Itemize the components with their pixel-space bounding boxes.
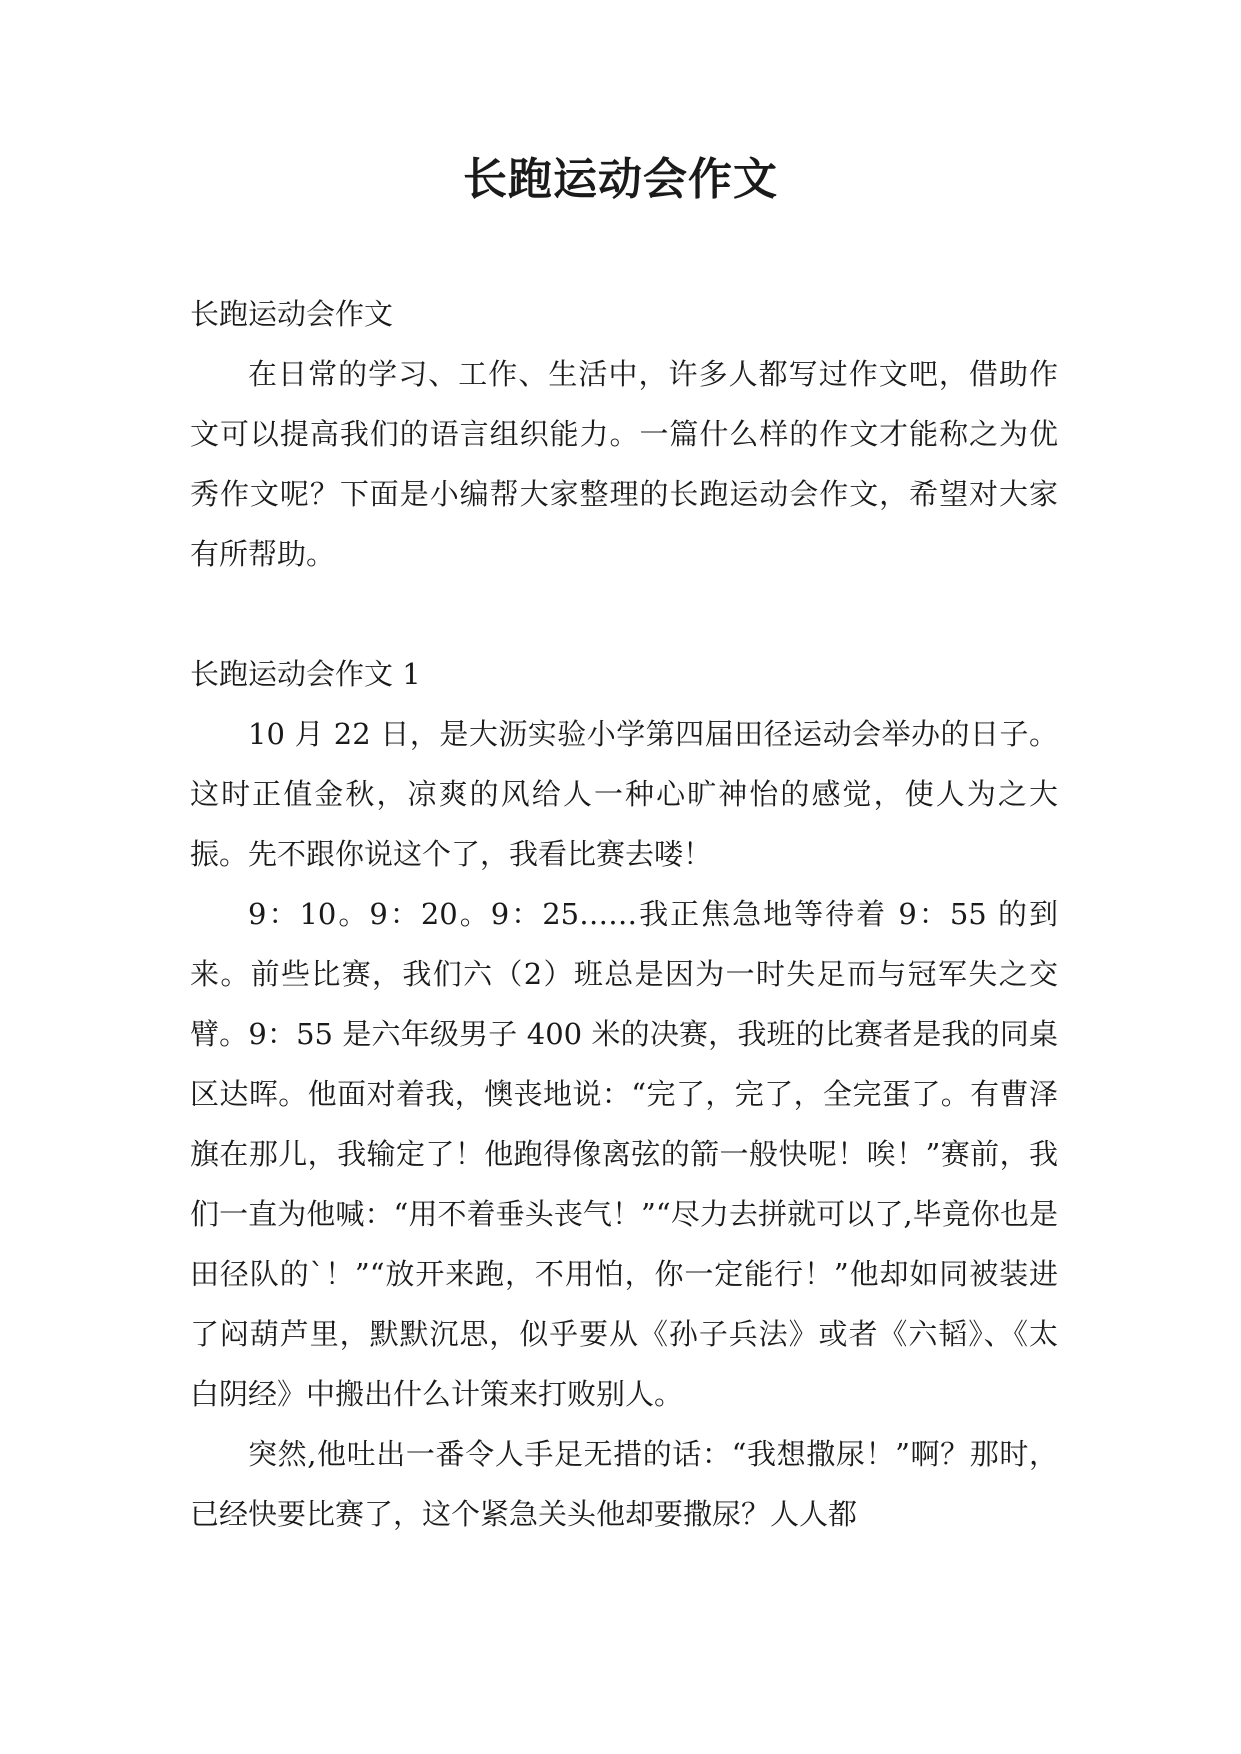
document-body	[190, 284, 1058, 1544]
essay1-paragraph: 突然,他吐出一番令人手足无措的话：“我想撒尿！”啊？那时，已经快要比赛了，这个紧急关头他却要撒尿？人人都	[190, 1437, 1058, 1531]
essay1-heading: 长跑运动会作文 1	[190, 657, 421, 691]
essay1-paragraph: 9：10。9：20。9：25……我正焦急地等待着 9：55 的到来。前些比赛，我们六（2）班总是因为一时失足而与冠军失之交臂。9：55 是六年级男子 400 米的决赛，我班的比赛者是我的同桌区达晖。他面对着我，懊丧地说：“完了，完了，全完蛋了。有曹泽旗在那儿，我输定了！他跑得像离弦的箭一般快呢！唉！”赛前，我们一直为他喊：“用不着垂头丧气！”“尽力去拼就可以了,毕竟你也是田径队的`！”“放开来跑，不用怕，你一定能行！”他却如同被装进了闷葫芦里，默默沉思，似乎要从《孙子兵法》或者《六韬》、《太白阴经》中搬出什么计策来打败别人。	[190, 897, 1058, 1411]
intro-heading: 长跑运动会作文	[190, 297, 394, 331]
intro-paragraph: 在日常的学习、工作、生活中，许多人都写过作文吧，借助作文可以提高我们的语言组织能力。一篇什么样的作文才能称之为优秀作文呢？下面是小编帮大家整理的长跑运动会作文，希望对大家有所帮助。	[190, 357, 1058, 571]
document-title: 长跑运动会作文	[463, 154, 778, 205]
section-spacer	[190, 584, 1058, 644]
essay1-paragraph: 10 月 22 日，是大沥实验小学第四届田径运动会举办的日子。这时正值金秋，凉爽的风给人一种心旷神怡的感觉，使人为之大振。先不跟你说这个了，我看比赛去喽！	[190, 717, 1058, 871]
